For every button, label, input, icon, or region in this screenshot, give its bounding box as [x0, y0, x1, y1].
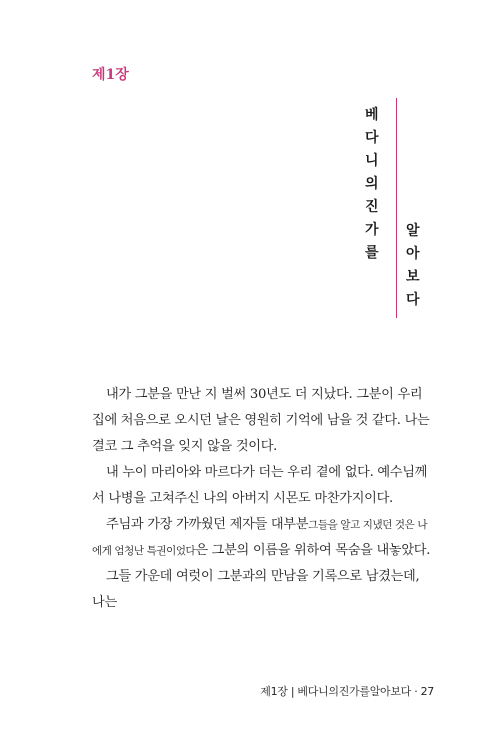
- title-char: 를: [365, 245, 379, 261]
- body-text: [92, 382, 432, 616]
- title-char: 보: [406, 269, 420, 285]
- title-char: 베: [365, 107, 379, 123]
- paragraph: 그들 가운데 여럿이 그분과의 만남을 기록으로 남겼는데, 나는: [92, 569, 420, 610]
- title-char: 진: [365, 199, 379, 215]
- title-char: 의: [365, 176, 379, 192]
- paragraph-text: 주님과 가장 가까웠던 제자들 대부분: [106, 517, 309, 532]
- page-footer: 제1장 | 베다니의진가를알아보다 · 27: [260, 685, 434, 698]
- paragraph-text: 은 그분의 이름을 위하여 목숨을 내놓았다.: [195, 543, 431, 558]
- title-char: 니: [365, 153, 379, 169]
- chapter-title-column-2: [406, 224, 420, 316]
- title-char: 다: [406, 292, 420, 308]
- inline-aside: 그들을 알고 지냈던 것은 나에게 엄청난 특권이었다: [92, 519, 428, 557]
- paragraph: [92, 512, 432, 564]
- title-char: 아: [406, 246, 420, 262]
- paragraph: 내가 그분을 만난 지 벌써 30년도 더 지났다. 그분이 우리 집에 처음으로 오시던 날은 영원히 기억에 남을 것 같다. 나는 결코 그 추억을 잊지 않을 것이다.: [92, 387, 430, 454]
- title-char: 알: [406, 223, 420, 239]
- paragraph: 내 누이 마리아와 마르다가 더는 우리 곁에 없다. 예수님께서 나병을 고쳐주신 나의 아버지 시몬도 마찬가지이다.: [92, 465, 428, 506]
- title-char: 다: [365, 130, 379, 146]
- title-char: 가: [365, 222, 379, 238]
- chapter-title-column-1: [365, 108, 379, 269]
- title-divider-line: [396, 98, 397, 318]
- chapter-label: 제1장: [92, 67, 129, 83]
